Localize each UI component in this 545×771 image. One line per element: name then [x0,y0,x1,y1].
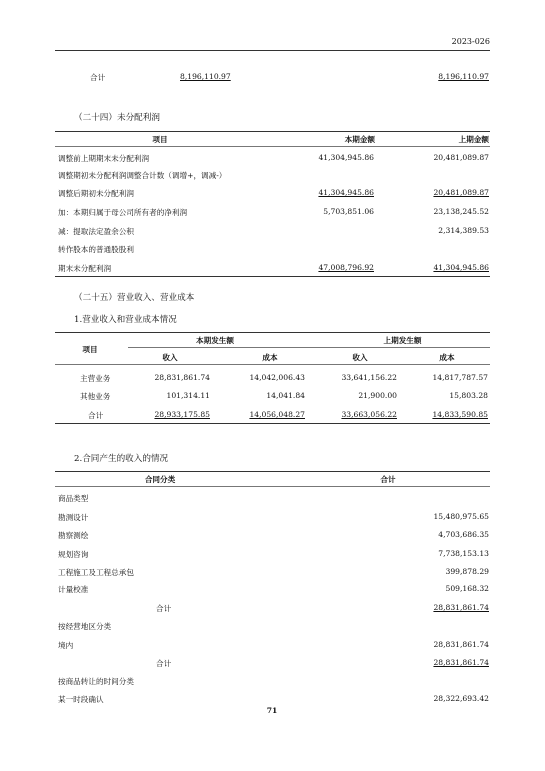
table25-row-prior-revenue: 33,663,056.22 [341,410,397,419]
table25-header-current-cost: 成本 [262,353,278,362]
contract-row-value: 399,878.29 [445,567,489,576]
table25-bottom-rule [55,423,490,424]
contract-row-value: 4,703,686.35 [438,530,489,539]
contract-row-label: 勘察测绘 [58,531,89,540]
contract-row-label: 商品类型 [58,494,89,503]
contract-row-value: 509,168.32 [445,584,489,593]
table25-row-prior-cost: 14,833,590.85 [432,410,488,419]
contract-row-value: 28,831,861.74 [433,640,489,649]
section-25-title: （二十五）营业收入、营业成本 [74,293,195,303]
contract-row-label: 合计 [156,604,172,613]
contract-row-label: 按经营地区分类 [58,622,112,631]
table25-header-prior-group: 上期发生额 [383,336,422,345]
contract-row-label: 计量校准 [58,585,89,594]
contract-header-rule [55,486,490,487]
contract-row-label: 按商品转让的时间分类 [58,677,134,686]
table25-row-prior-cost: 14,817,787.57 [432,373,488,382]
table25-row-current-cost: 14,041.84 [266,391,305,400]
table24-row-current: 41,304,945.86 [318,153,374,162]
table24-header-prior: 上期金额 [458,135,489,144]
table25-row-label: 主营业务 [80,374,111,383]
top-total-label: 合计 [90,73,106,82]
table24-row-current: 47,008,796.92 [318,263,374,272]
table24-row-current: 41,304,945.86 [318,188,374,197]
contract-header-total: 合计 [380,475,396,484]
document-code: 2023-026 [451,37,490,46]
contract-row-label: 境内 [58,641,74,650]
table25-row-label: 合计 [88,411,104,420]
table24-header-current: 本期金额 [344,135,375,144]
contract-header-category: 合同分类 [144,475,176,484]
table24-top-rule [55,131,490,132]
contract-row-value: 15,480,975.65 [433,512,489,521]
table25-row-current-revenue: 28,933,175.85 [154,410,210,419]
contract-row-value: 28,322,693.42 [433,694,489,703]
contract-row-label: 某一时段确认 [58,695,104,704]
table24-row-prior: 2,314,389.53 [438,226,489,235]
table24-header-rule [55,146,490,147]
contract-row-label: 规划咨询 [58,550,89,559]
contract-row-value: 28,831,861.74 [433,603,489,612]
header-rule [55,50,490,51]
section-25-sub-1: 1.营业收入和营业成本情况 [74,315,177,325]
table25-row-current-cost: 14,042,006.43 [249,373,305,382]
table24-header-item: 项目 [152,135,168,144]
table24-row-current: 5,703,851.06 [323,207,374,216]
table25-header-prior-revenue: 收入 [352,353,368,362]
top-total-value-2: 8,196,110.97 [438,72,489,81]
top-total-value-1: 8,196,110.97 [180,72,231,81]
table25-row-prior-cost: 15,803.28 [449,391,488,400]
table25-header-prior-cost: 成本 [439,353,455,362]
page-number: 71 [266,706,278,715]
table25-row-current-revenue: 101,314.11 [166,391,210,400]
table24-row-prior: 23,138,245.52 [433,207,489,216]
table25-row-current-cost: 14,056,048.27 [249,410,305,419]
contract-row-value: 7,738,153.13 [438,549,489,558]
table24-row-label: 加：本期归属于母公司所有者的净利润 [58,208,188,217]
contract-table-top-rule [55,471,490,472]
table25-top-rule [55,332,490,333]
table24-row-prior: 20,481,089.87 [433,188,489,197]
section-24-title: （二十四）未分配利润 [74,113,160,123]
table24-row-label: 调整前上期期末未分配利润 [58,154,150,163]
table24-row-label: 调整后期初未分配利润 [58,189,134,198]
contract-row-label: 工程施工及工程总承包 [58,568,134,577]
contract-row-label: 勘测设计 [58,513,89,522]
table24-bottom-rule [55,276,490,277]
contract-row-value: 28,831,861.74 [433,658,489,667]
table24-row-prior: 41,304,945.86 [433,263,489,272]
table24-row-label: 期末未分配利润 [58,264,112,273]
table25-header-current-group: 本期发生额 [196,336,234,345]
table24-row-label: 调整期初未分配利润调整合计数（调增+，调减-） [58,171,227,180]
table25-row-prior-revenue: 33,641,156.22 [341,373,397,382]
table25-header-rule [55,364,490,365]
table24-row-label: 转作股本的普通股股利 [58,245,134,254]
table25-group-rule [128,347,490,348]
table25-header-item: 项目 [82,345,98,354]
table25-row-prior-revenue: 21,900.00 [358,391,397,400]
table25-header-current-revenue: 收入 [162,353,178,362]
table24-row-label: 减：提取法定盈余公积 [58,227,134,236]
table25-row-label: 其他业务 [80,392,111,401]
contract-row-label: 合计 [156,659,172,668]
section-25-sub-2: 2.合同产生的收入的情况 [74,454,169,464]
table25-row-current-revenue: 28,831,861.74 [154,373,210,382]
table24-row-prior: 20,481,089.87 [433,153,489,162]
